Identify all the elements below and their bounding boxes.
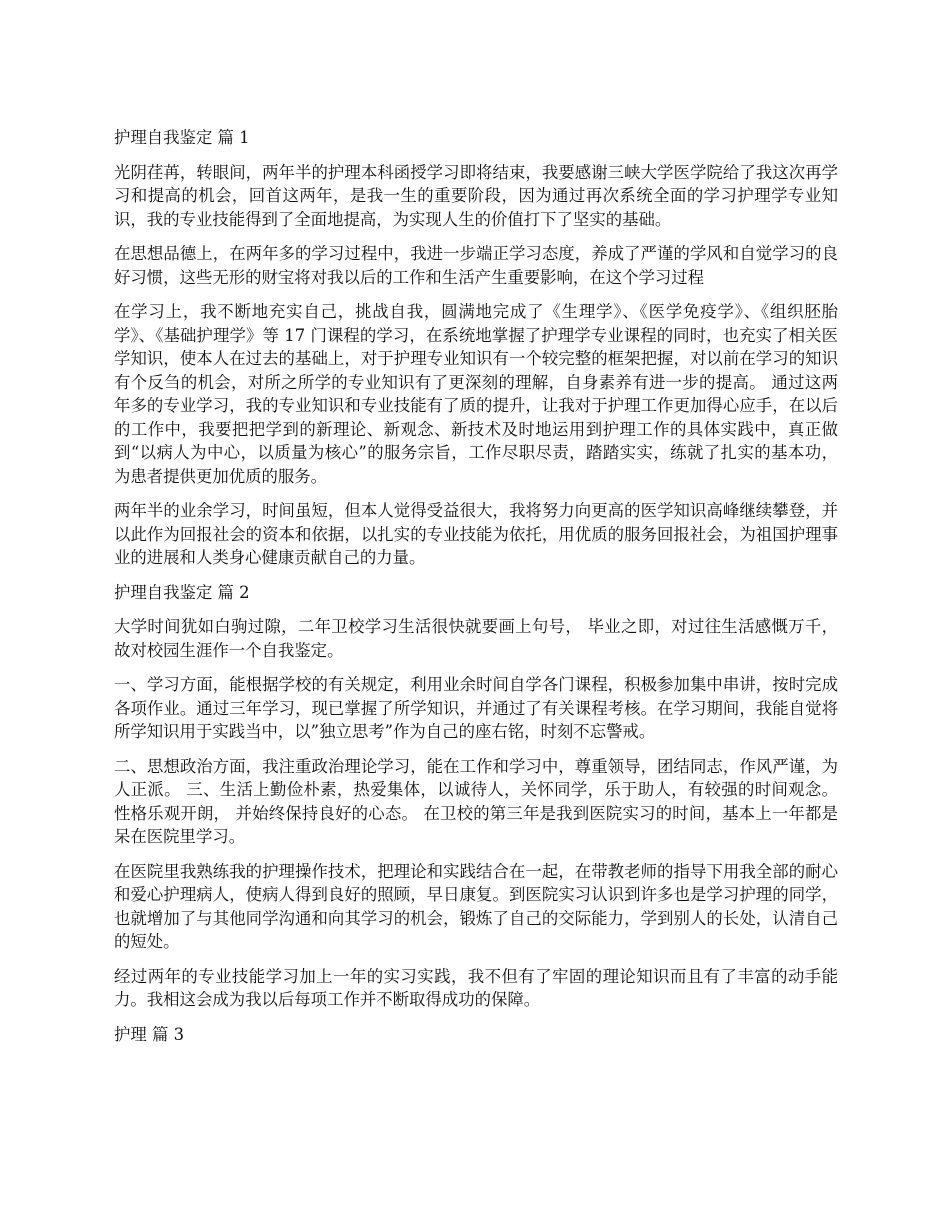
document-page	[114, 126, 838, 1057]
paragraph: 在思想品德上，在两年多的学习过程中，我进一步端正学习态度，养成了严谨的学风和自觉学习的良好习惯，这些无形的财宝将对我以后的工作和生活产生重要影响，在这个学习过程	[114, 244, 838, 287]
section-heading-1: 护理自我鉴定 篇 1	[114, 128, 250, 147]
paragraph: 经过两年的专业技能学习加上一年的实习实践，我不但有了牢固的理论知识而且有了丰富的动手能力。我相这会成为我以后每项工作并不断取得成功的保障。	[114, 966, 838, 1009]
paragraph: 在医院里我熟练我的护理操作技术，把理论和实践结合在一起，在带教老师的指导下用我全部的耐心和爱心护理病人，使病人得到良好的照顾，早日康复。到医院实习认识到许多也是学习护理的同学，也就增加了与其他同学沟通和向其学习的机会，锻炼了自己的交际能力，学到别人的长处，认清自己的短处。	[114, 861, 838, 951]
paragraph: 两年半的业余学习，时间虽短，但本人觉得受益很大，我将努力向更高的医学知识高峰继续攀登，并以此作为回报社会的资本和依据，以扎实的专业技能为依托，用优质的服务回报社会，为祖国护理事业的进展和人类身心健康贡献自己的力量。	[114, 501, 838, 567]
paragraph: 在学习上，我不断地充实自己，挑战自我，圆满地完成了《生理学》、《医学免疫学》、《组织胚胎学》、《基础护理学》等 17 门课程的学习，在系统地掌握了护理学专业课程的同时，也充实了相关医学知识，使本人在过去的基础上，对于护理专业知识有一个较完整的框架把握，对以前在学习的知识有个反刍的机会，对所之所学的专业知识有了更深刻的理解，自身素养有进一步的提高。 通过这两年多的专业学习，我的专业知识和专业技能有了质的提升，让我对于护理工作更加得心应手，在以后的工作中，我要把把学到的新理论、新观念、新技术及时地运用到护理工作的具体实践中，真正做到“以病人为中心，以质量为核心”的服务宗旨，工作尽职尽责，踏踏实实，练就了扎实的基本功， 为患者提供更加优质的服务。	[114, 302, 838, 486]
paragraph: 二、思想政治方面，我注重政治理论学习，能在工作和学习中，尊重领导，团结同志，作风严谨，为人正派。 三、生活上勤俭朴素，热爱集体，以诚待人，关怀同学，乐于助人，有较强的时间观念。性格乐观开朗， 并始终保持良好的心态。 在卫校的第三年是我到医院实习的时间，基本上一年都是呆在医院里学习。	[114, 756, 838, 846]
paragraph: 光阴荏苒，转眼间，两年半的护理本科函授学习即将结束，我要感谢三峡大学医学院给了我这次再学习和提高的机会，回首这两年，是我一生的重要阶段，因为通过再次系统全面的学习护理学专业知识，我的专业技能得到了全面地提高，为实现人生的价值打下了坚实的基础。	[114, 162, 838, 229]
section-heading-3: 护理 篇 3	[114, 1024, 185, 1044]
paragraph: 一、学习方面，能根据学校的有关规定，利用业余时间自学各门课程，积极参加集中串讲，按时完成各项作业。通过三年学习，现已掌握了所学知识，并通过了有关课程考核。在学习期间，我能自觉将所学知识用于实践当中，以”独立思考”作为自己的座右铭，时刻不忘警戒。	[114, 675, 838, 741]
paragraph: 大学时间犹如白驹过隙，二年卫校学习生活很快就要画上句号， 毕业之即，对过往生活感慨万千，故对校园生涯作一个自我鉴定。	[114, 617, 838, 660]
section-heading-2: 护理自我鉴定 篇 2	[114, 582, 250, 602]
